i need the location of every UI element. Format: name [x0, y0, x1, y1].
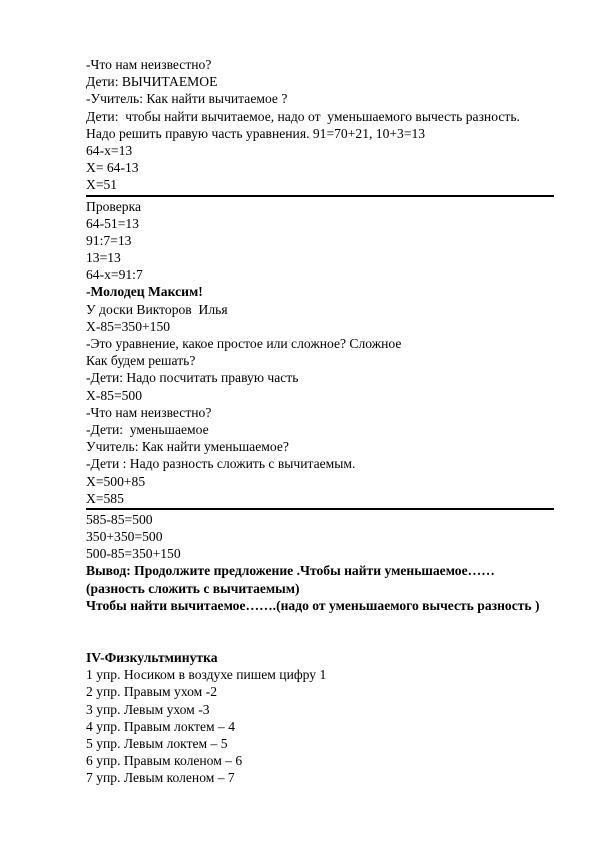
- equation-line: Х-85=350+150: [86, 318, 171, 334]
- section-title: IV-Физкультминутка: [86, 650, 218, 665]
- conclusion-line: Вывод: Продолжите предложение .Чтобы найти уменьшаемое……: [86, 563, 495, 579]
- equation-line: Х-85=500: [86, 387, 142, 403]
- exercise-item: 1 упр. Носиком в воздухе пишем цифру 1: [86, 667, 327, 683]
- equation-line: 64-51=13: [86, 215, 139, 231]
- equation-line: 585-85=500: [86, 511, 153, 527]
- document-body: [86, 56, 556, 787]
- text-line: Дети: чтобы найти вычитаемое, надо от уменьшаемого вычесть разность.: [86, 108, 520, 124]
- exercise-item: 6 упр. Правым коленом – 6: [86, 753, 243, 769]
- horizontal-rule: [86, 195, 554, 197]
- horizontal-rule: [86, 508, 554, 510]
- conclusion-line: Чтобы найти вычитаемое…….(надо от уменьшаемого вычесть разность ): [86, 597, 540, 613]
- equation-line: 91:7=13: [86, 232, 132, 248]
- equation-line: 64-х=13: [86, 142, 133, 158]
- praise-line: -Молодец Максим!: [86, 284, 203, 300]
- conclusion-line: (разность сложить с вычитаемым): [86, 580, 300, 596]
- text-line: Как будем решать?: [86, 353, 196, 369]
- text-line: У доски Викторов Илья: [86, 301, 228, 317]
- text-line: -Что нам неизвестно?: [86, 404, 212, 420]
- text-line: -Дети: уменьшаемое: [86, 421, 209, 437]
- exercise-item: 7 упр. Левым коленом – 7: [86, 770, 235, 786]
- exercise-item: 3 упр. Левым ухом -3: [86, 701, 210, 717]
- equation-line: 64-х=91:7: [86, 267, 143, 283]
- text-line: Надо решить правую часть уравнения. 91=70+21, 10+3=13: [86, 125, 426, 141]
- text-line: -Дети: Надо посчитать правую часть: [86, 370, 299, 386]
- text-line: Дети: ВЫЧИТАЕМОЕ: [86, 74, 218, 90]
- text-line: -Что нам неизвестно?: [86, 57, 212, 72]
- equation-line: 350+350=500: [86, 529, 163, 545]
- spacer: [86, 614, 556, 649]
- equation-line: Х=585: [86, 490, 124, 506]
- text-line: Учитель: Как найти уменьшаемое?: [86, 439, 289, 455]
- text-line: -Это уравнение, какое простое или сложное? Сложное: [86, 336, 402, 351]
- equation-line: 13=13: [86, 250, 121, 266]
- text-line: -Дети : Надо разность сложить с вычитаемым.: [86, 456, 356, 472]
- text-line: -Учитель: Как найти вычитаемое ?: [86, 91, 288, 107]
- equation-line: Х=51: [86, 177, 118, 193]
- exercise-item: 4 упр. Правым локтем – 4: [86, 718, 236, 734]
- equation-line: Х= 64-13: [86, 160, 139, 176]
- equation-line: 500-85=350+150: [86, 546, 181, 562]
- exercise-item: 5 упр. Левым локтем – 5: [86, 735, 228, 751]
- equation-line: Х=500+85: [86, 473, 146, 489]
- exercise-item: 2 упр. Правым ухом -2: [86, 684, 217, 700]
- check-heading: Проверка: [86, 198, 142, 214]
